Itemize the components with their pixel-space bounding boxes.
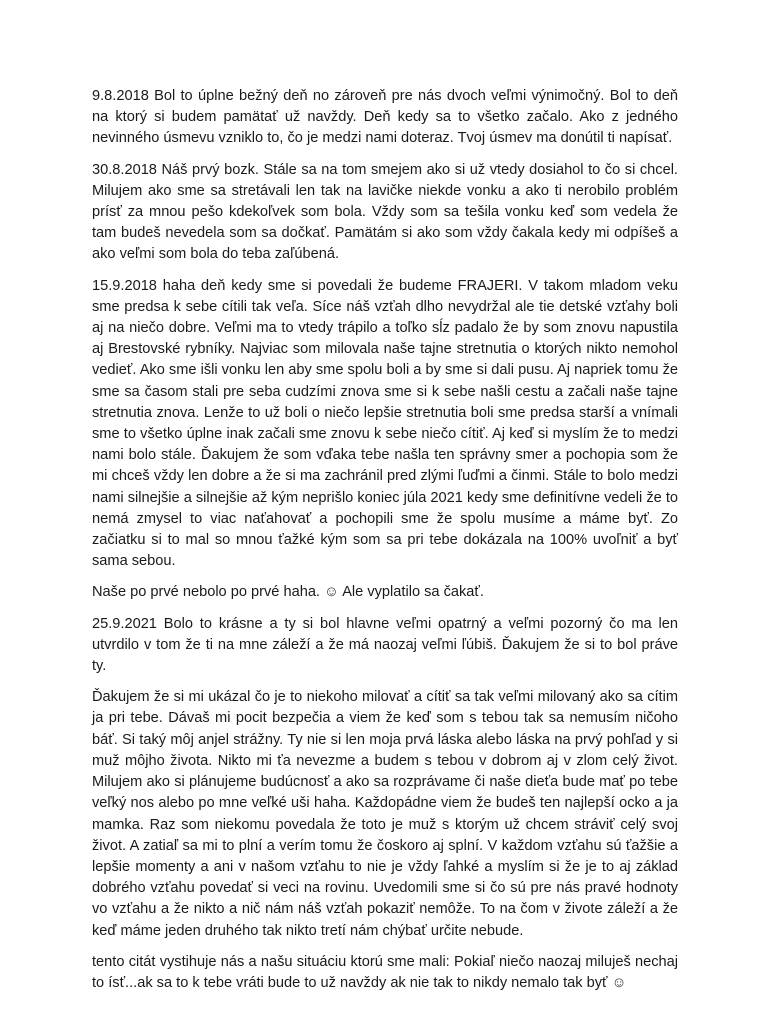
paragraph-first-time: Naše po prvé nebolo po prvé haha. ☺ Ale vyplatilo sa čakať. bbox=[92, 584, 484, 601]
paragraph-first-kiss: 30.8.2018 Náš prvý bozk. Stále sa na tom smejem ako si už vtedy dosiahol to čo si chcel. Milujem ako sme sa stretávali len tak na lavičke niekde vonku a ako ti nerobilo problém prísť za mnou pešo kdekoľvek som bola. Vždy som sa tešila vonku keď som vedela že tam budeš nevedela som sa dočkať. Pamätám si ako som vždy čakala kedy mi odpíšeš a ako veľmi som bola do teba zaľúbená. bbox=[92, 161, 678, 263]
document-page bbox=[92, 86, 678, 994]
paragraph-quote: tento citát vystihuje nás a našu situáciu ktorú sme mali: Pokiaľ niečo naozaj miluješ nechaj to ísť...ak sa to k tebe vráti bude to už navždy ak nie tak to nikdy nemalo tak byť ☺ bbox=[92, 953, 678, 991]
paragraph-frajeri: 15.9.2018 haha deň kedy sme si povedali že budeme FRAJERI. V takom mladom veku sme predsa k sebe cítili tak veľa. Síce náš vzťah dlho nevydržal ale tie detské vzťahy boli aj na niečo dobre. Veľmi ma to vtedy trápilo a toľko sĺz padalo že by som znovu napustila aj Brestovské rybníky. Najviac som milovala naše tajne stretnutia o ktorých nikto nemohol vedieť. Ako sme išli vonku len aby sme spolu boli a by sme si dali pusu. Aj napriek tomu že sme sa časom stali pre seba cudzími znova sme si k sebe našli cestu a začali naše tajne stretnutia znova. Lenže to už boli o niečo lepšie stretnutia boli sme predsa starší a vnímali sme to všetko úplne inak začali sme znovu k sebe niečo cítiť. Aj keď si myslím že to medzi nami bolo stále. Ďakujem že som vďaka tebe našla ten správny smer a pochopia som že mi chceš vždy len dobre a že si ma zachránil pred zlými ľuďmi a činmi. Stále to bolo medzi nami silnejšie a silnejšie až kým neprišlo koniec júla 2021 kedy sme definitívne vedeli že to nemá zmysel to viac naťahovať a pochopili sme že spolu musíme a máme byť. Zo začiatku si to mal so mnou ťažké kým som sa pri tebe dokázala na 100% uvoľniť a byť sama sebou. bbox=[92, 277, 678, 570]
paragraph-thank-you: Ďakujem že si mi ukázal čo je to niekoho milovať a cítiť sa tak veľmi milovaný ako sa cítim ja pri tebe. Dávaš mi pocit bezpečia a viem že keď som s tebou tak sa nemusím ničoho báť. Si taký môj anjel strážny. Ty nie si len moja prvá láska alebo láska na prvý pohľad y si muž môjho života. Nikto mi ťa nevezme a budem s tebou v dobrom aj v zlom celý život. Milujem ako si plánujeme budúcnosť a ako sa rozprávame či naše dieťa bude mať po tebe veľký nos alebo po mne veľké uši haha. Každopádne viem že budeš ten najlepší ocko a ja mamka. Raz som niekomu povedala že toto je muž s ktorým už chcem stráviť celý svoj život. A zatiaľ sa mi to plní a verím tomu že čoskoro aj splní. V každom vzťahu sú ťažšie a lepšie momenty a ani v našom vzťahu to nie je vždy ľahké a myslím si že je to aj základ dobrého vzťahu povedať si veci na rovinu. Uvedomili sme si čo sú pre nás pravé hodnoty vo vzťahu a že nikto a nič nám náš vzťah pokaziť nemôže. To na čom v živote záleží a že keď máme jeden druhého tak nikto tretí nám chýbať určite nebude. bbox=[92, 689, 678, 939]
paragraph-date-2021: 25.9.2021 Bolo to krásne a ty si bol hlavne veľmi opatrný a veľmi pozorný čo ma len utvrdilo v tom že ti na mne záleží a že má naozaj veľmi ľúbiš. Ďakujem že si to bol práve ty. bbox=[92, 615, 678, 675]
paragraph-first-message: 9.8.2018 Bol to úplne bežný deň no zároveň pre nás dvoch veľmi výnimočný. Bol to deň na ktorý si budem pamätať už navždy. Deň kedy sa to všetko začalo. Ako z jedného nevinného úsmevu vzniklo to, čo je medzi nami doteraz. Tvoj úsmev ma donútil ti napísať. bbox=[92, 88, 678, 147]
